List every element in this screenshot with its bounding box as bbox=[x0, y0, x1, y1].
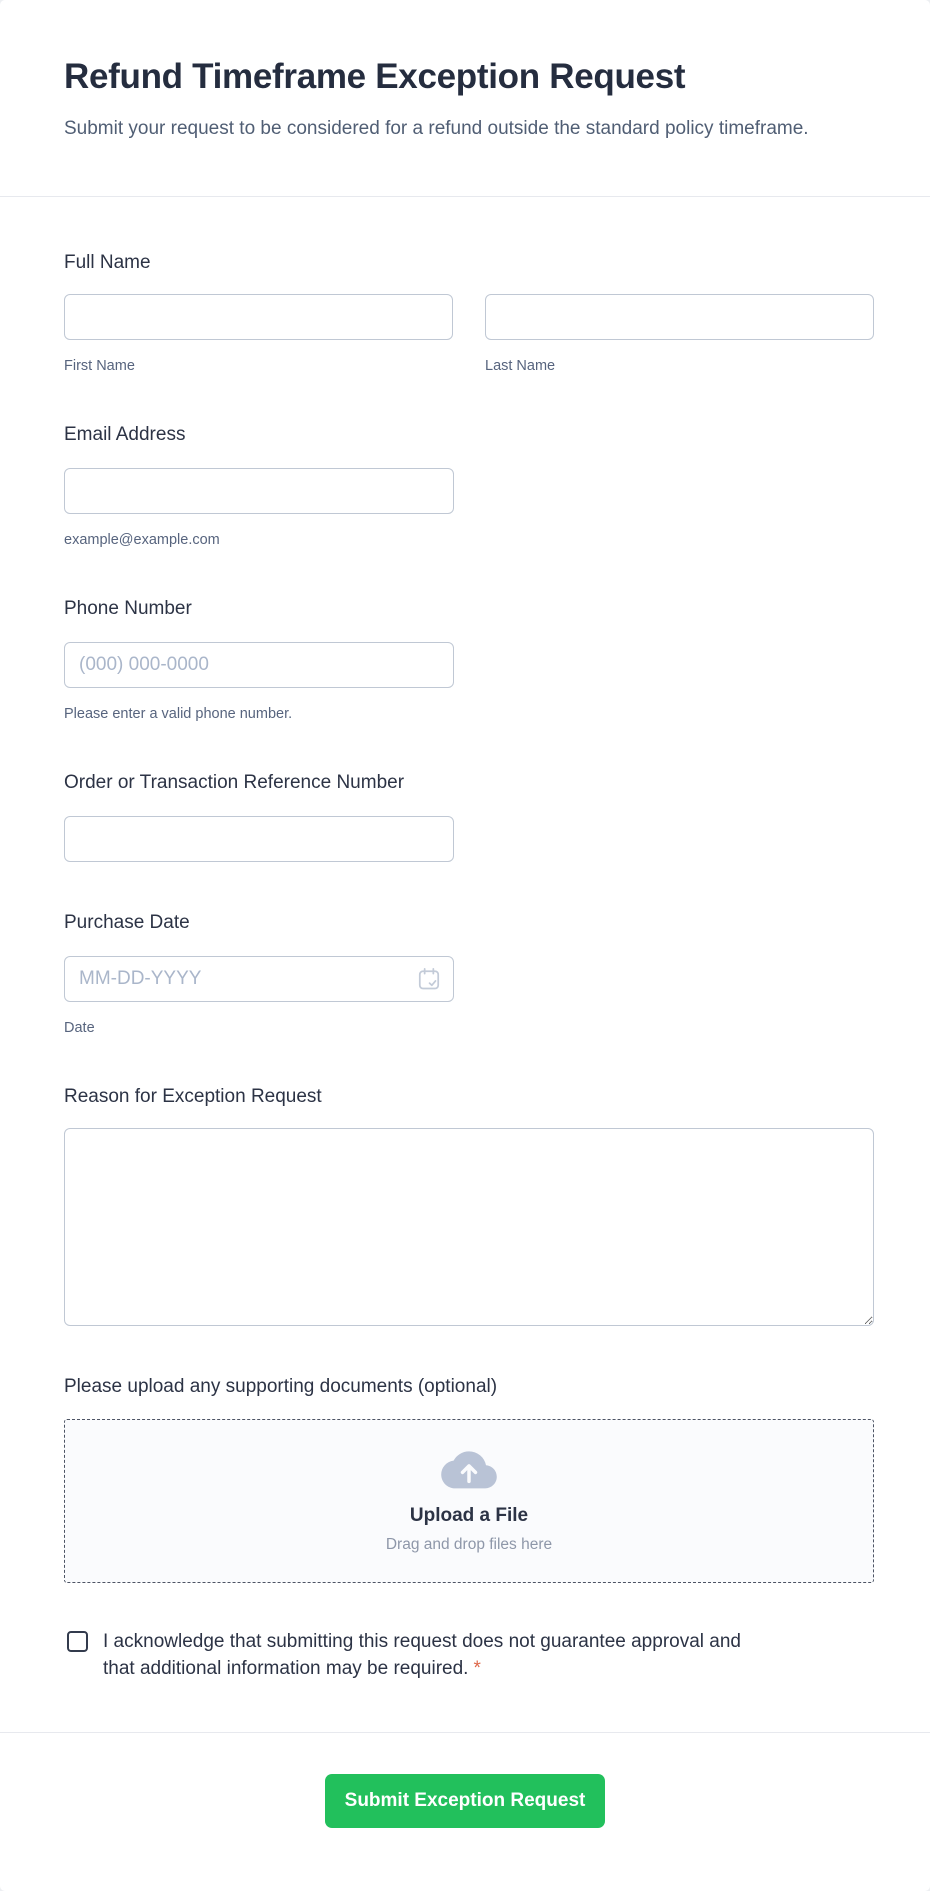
reason-textarea[interactable] bbox=[64, 1128, 874, 1326]
full-name-label: Full Name bbox=[64, 252, 151, 273]
last-name-input[interactable] bbox=[485, 294, 874, 340]
form-subtitle: Submit your request to be considered for a refund outside the standard policy timeframe. bbox=[64, 118, 809, 139]
required-asterisk: * bbox=[473, 1658, 481, 1679]
first-name-input[interactable] bbox=[64, 294, 453, 340]
acknowledgment-text: I acknowledge that submitting this request does not guarantee approval and that additional information may be required. bbox=[103, 1631, 741, 1679]
submit-button[interactable]: Submit Exception Request bbox=[325, 1774, 606, 1828]
order-reference-input[interactable] bbox=[64, 816, 454, 862]
order-reference-label: Order or Transaction Reference Number bbox=[64, 772, 405, 793]
form-title: Refund Timeframe Exception Request bbox=[64, 57, 686, 96]
purchase-date-sublabel: Date bbox=[64, 1020, 95, 1036]
question-acknowledgment bbox=[64, 1628, 776, 1682]
question-order-reference bbox=[64, 770, 874, 862]
acknowledgment-checkbox[interactable] bbox=[67, 1631, 88, 1652]
first-name-column bbox=[64, 294, 453, 374]
form-header bbox=[0, 0, 930, 144]
email-input[interactable] bbox=[64, 468, 454, 514]
question-phone bbox=[64, 596, 874, 722]
cloud-upload-icon bbox=[441, 1449, 497, 1493]
last-name-sublabel: Last Name bbox=[485, 358, 556, 374]
phone-input[interactable] bbox=[64, 642, 454, 688]
question-file-upload bbox=[64, 1374, 874, 1583]
submit-row bbox=[0, 1733, 930, 1828]
first-name-sublabel: First Name bbox=[64, 358, 135, 374]
question-full-name bbox=[64, 250, 874, 374]
file-upload-label: Please upload any supporting documents (optional) bbox=[64, 1376, 498, 1397]
question-purchase-date bbox=[64, 910, 874, 1036]
drag-drop-hint: Drag and drop files here bbox=[385, 1535, 553, 1553]
phone-sublabel: Please enter a valid phone number. bbox=[64, 706, 293, 722]
question-reason bbox=[64, 1084, 874, 1326]
email-label: Email Address bbox=[64, 424, 186, 445]
purchase-date-input-wrap bbox=[64, 956, 454, 1002]
question-email bbox=[64, 422, 874, 548]
file-upload-dropzone[interactable] bbox=[64, 1419, 874, 1583]
full-name-inputs-row bbox=[64, 294, 874, 374]
last-name-column bbox=[485, 294, 874, 374]
email-sublabel: example@example.com bbox=[64, 532, 220, 548]
purchase-date-input[interactable] bbox=[64, 956, 454, 1002]
phone-label: Phone Number bbox=[64, 598, 192, 619]
upload-a-file-text: Upload a File bbox=[409, 1504, 529, 1526]
header-divider bbox=[0, 196, 930, 197]
reason-label: Reason for Exception Request bbox=[64, 1086, 322, 1107]
form-body bbox=[0, 250, 930, 1682]
purchase-date-label: Purchase Date bbox=[64, 912, 190, 933]
